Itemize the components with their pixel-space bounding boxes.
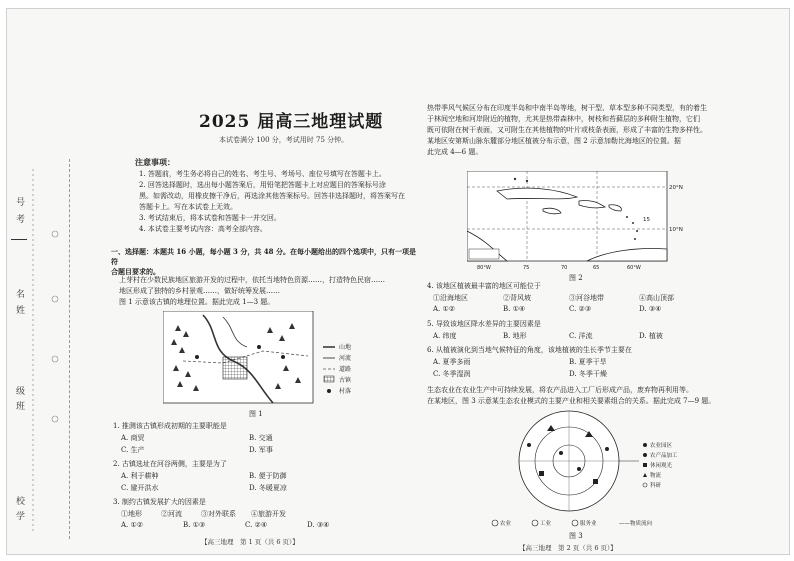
margin-label-xiao: 校 [14,496,24,506]
q3-statement: ③对外联系 [201,510,236,518]
q5-option-d[interactable]: D. 植被 [639,332,663,340]
q3-option-a[interactable]: A. ①② [121,521,144,529]
section1-header [111,247,419,277]
q3-statement: ①地形 [121,510,142,518]
exam-meta: 本试卷满分 100 分，考试用时 75 分钟。 [219,136,349,144]
q2-option-b[interactable]: B. 便于防御 [249,472,287,480]
q4-statement: ①沿海地区 [433,294,468,302]
fig1-caption: 图 1 [249,410,263,418]
note-line: 1. 答题前，考生务必将自己的姓名、考生号、考场号、座位号填写在答题卡上。 [139,170,386,178]
section1-header-line: 一、选择题：本题共 16 小题，每小题 3 分，共 48 分。在每小题给出的四个选项中，只有一项是符 [111,247,416,266]
right-intro-line: 此完成 4—6 题。 [427,148,483,156]
exam-title: 2025 届高三地理试题 [199,112,384,132]
question-4: 4. 该地区植被最丰富的地区可能位于 [427,282,541,290]
q1-option-c[interactable]: C. 生产 [121,446,145,454]
question-5: 5. 导致该地区降水差异的主要因素是 [427,320,541,328]
right-intro-line: 热带季风气候区分布在印度半岛和中南半岛等地，树干型、草本型多种不同类型，有的着生 [427,104,707,112]
q2-option-a[interactable]: A. 利于耕种 [121,472,159,480]
margin-label-xing: 姓 [14,305,24,315]
margin-label-xue: 学 [14,511,24,521]
q4-option-c[interactable]: C. ②③ [569,305,592,313]
q2-option-c[interactable]: C. 避开洪水 [121,484,159,492]
question-3: 3. 制约古镇发展扩大的因素是 [113,498,206,506]
q1-option-a[interactable]: A. 商贸 [121,434,145,442]
q5-option-b[interactable]: B. 地形 [503,332,527,340]
footer-right: 【高三地理 第 2 页（共 6 页）】 [519,544,617,552]
q4-statement: ②背风坡 [503,294,531,302]
fig2-lon-label: 60°W [627,265,641,271]
binding-margin [7,9,99,554]
exam-sheet [6,8,790,555]
fig3-bottom-legend: ——物质流向 [619,521,653,527]
q6-option-d[interactable]: D. 冬季干燥 [569,370,607,378]
fig3-legend-item: 科研 [650,483,662,489]
note-line: 黑。如需改动，用橡皮擦干净后，再选涂其他答案标号。回答非选择题时，将答案写在 [139,192,405,200]
fig2-lon-label: 65 [593,265,600,271]
page-right [419,9,789,554]
margin-label-hao: 号 [14,197,24,207]
q3-option-c[interactable]: C. ②④ [245,521,268,529]
margin-decor [7,9,99,554]
q1-option-d[interactable]: D. 军事 [249,446,273,454]
figure-3-diagram [489,409,719,531]
q2-option-d[interactable]: D. 冬暖夏凉 [249,484,287,492]
fig3-legend-item: 物流 [650,473,662,479]
fig2-caption: 图 2 [569,274,583,282]
fig1-legend-item: 河流 [339,355,352,362]
margin-label-ban: 班 [14,401,24,411]
note-line: 3. 考试结束后，将本试卷和答题卡一并交回。 [139,214,281,222]
question-6: 6. 从植被演化到当地气候特征的角度，该地植被的生长季节主要在 [427,346,632,354]
figure-1-map [163,311,373,411]
q3-option-d[interactable]: D. ③④ [307,521,330,529]
q1-option-b[interactable]: B. 交通 [249,434,273,442]
notes-list [139,169,419,235]
q3-statement: ④旅游开发 [251,510,286,518]
fig2-lon-label: 75 [523,265,530,271]
q4-statement: ④高山顶部 [639,294,674,302]
q4-statement: ③河谷地带 [569,294,604,302]
margin-label-kao: 考 [14,214,24,224]
fig3-bottom-legend: 服务业 [580,521,597,527]
q4-option-a[interactable]: A. ①② [433,305,456,313]
q4-option-d[interactable]: D. ③④ [639,305,662,313]
right-intro [427,103,787,158]
fig3-legend-item: 农产品加工 [650,453,678,459]
right-intro-line: 既可依附在树干表面，又可附生在其他植物的叶片或枝条表面，形成了丰富的生物多样性。 [427,126,707,134]
right-intro-line: 于林间空地和河岸附近的植物，尤其是热带森林中，树枝和苔藓层的多种附生植物，它们 [427,115,700,123]
q5-option-c[interactable]: C. 洋流 [569,332,593,340]
fig1-legend-item: 古镇 [339,377,352,384]
q4-option-b[interactable]: B. ①④ [503,305,526,313]
fig1-legend-item: 山地 [339,344,352,351]
fig2-lat-label: 20°N [669,185,683,191]
question-2: 2. 古镇选址在河谷两侧，主要是为了 [113,460,227,468]
fig2-lon-label: 80°W [477,265,491,271]
fig1-legend-item: 村落 [339,388,352,395]
fig2-label: 15 [643,217,650,223]
note-line: 答题卡上。写在本试卷上无效。 [139,203,237,211]
fig1-legend-item: 道路 [339,366,352,373]
q6-option-c[interactable]: C. 冬季湿润 [433,370,471,378]
right-intro2-line: 在某地区，图 3 示意某生态农业模式的主要产业和相关要素组合的关系。据此完成 7—9 题。 [427,397,716,405]
margin-label-ming: 名 [14,289,24,299]
section1-header-line: 合题目要求的。 [111,267,160,276]
question-1: 1. 推测该古镇形成初期的主要职能是 [113,422,227,430]
footer-left: 【高三地理 第 1 页（共 6 页）】 [201,538,299,546]
fig2-lon-label: 70 [561,265,568,271]
q3-option-b[interactable]: B. ①③ [183,521,206,529]
notes-title: 注意事项： [135,157,175,167]
page-left [99,9,419,554]
fig3-caption: 图 3 [569,532,583,540]
note-line: 2. 回答选择题时，选出每小题答案后，用铅笔把答题卡上对应题目的答案标号涂 [139,181,386,189]
intro-line: 地区形成了独特的乡村景观……，做好统筹发展…… [119,287,280,295]
right-intro-line: 某地区安第斯山脉东麓部分地区植被分布示意，图 2 示意加勒比海地区的位置。据 [427,137,681,145]
fig3-bottom-legend: 工业 [540,521,552,527]
q6-option-a[interactable]: A. 夏季多雨 [433,358,471,366]
margin-label-ji: 级 [14,386,24,396]
right-intro-2 [427,385,787,407]
fig2-lat-label: 10°N [669,227,683,233]
q3-statement: ②河流 [161,510,182,518]
q5-option-a[interactable]: A. 纬度 [433,332,457,340]
note-line: 4. 本试卷主要考试内容：高考全部内容。 [139,225,267,233]
fig3-legend-item: 农业园区 [650,443,673,449]
fig3-bottom-legend: 农业 [500,521,512,527]
intro-line: 上芽村在少数民族地区旅游开发的过程中，依托当地特色资源……，打造特色民宿…… [119,276,385,284]
q6-option-b[interactable]: B. 夏季干旱 [569,358,607,366]
figure-2-map [467,171,697,271]
intro-passage [119,275,419,308]
intro-line: 图 1 示意该古镇的地理位置。据此完成 1—3 题。 [119,298,275,306]
right-intro2-line: 生态农业在农业生产中可持续发展，将农产品进入工厂后形成产品，废弃物再利用等。 [427,386,693,394]
fig3-legend-item: 休闲观光 [650,463,673,469]
